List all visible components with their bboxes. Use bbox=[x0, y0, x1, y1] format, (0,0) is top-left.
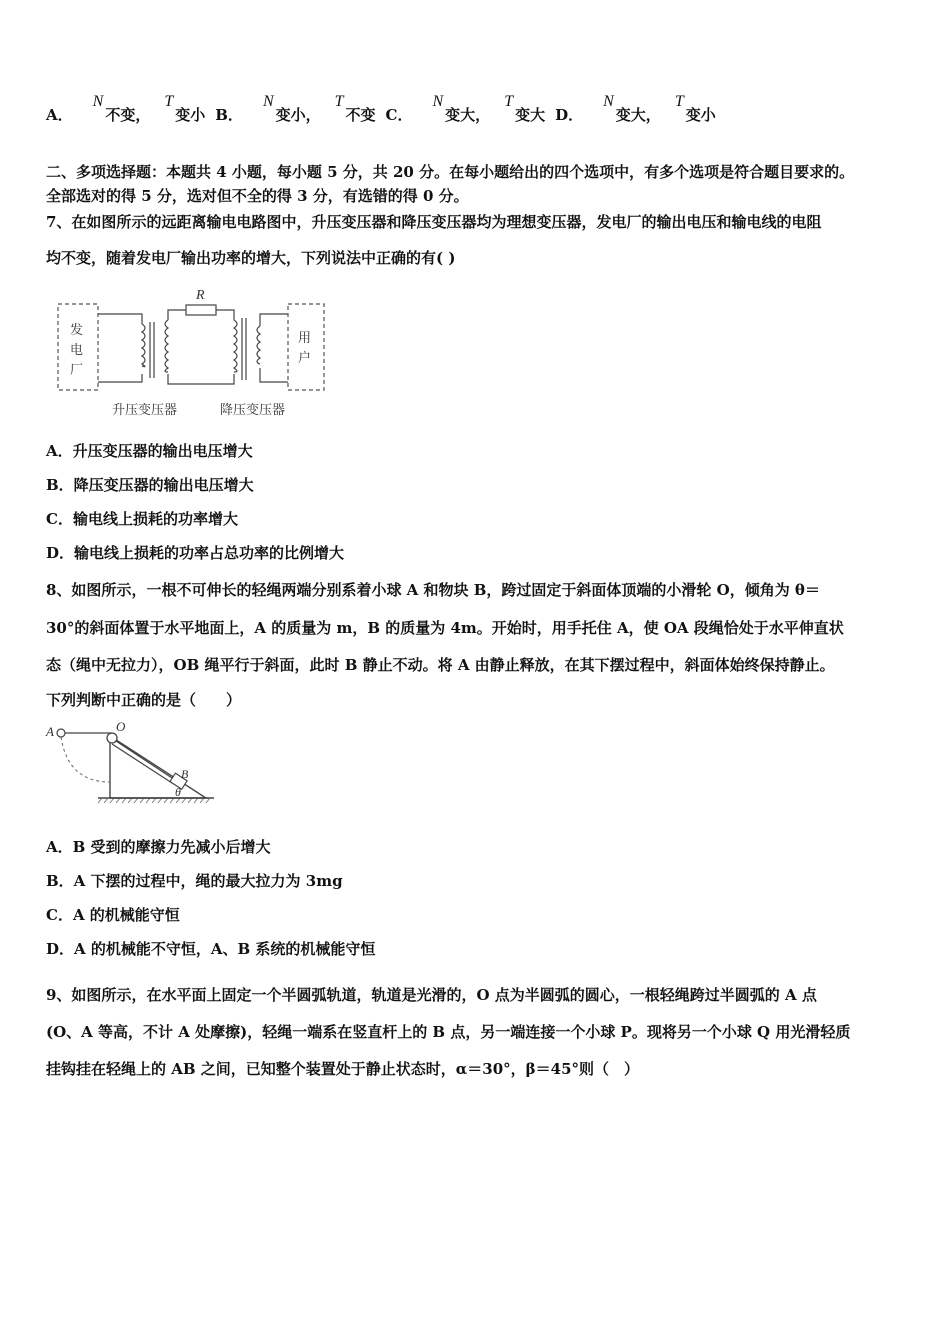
q7-option-b: B．降压变压器的输出电压增大 bbox=[46, 476, 254, 494]
q6-option-d-t-state: 变小 bbox=[685, 106, 716, 124]
q7-stem-line1: 7、在如图所示的远距离输电电路图中，升压变压器和降压变压器均为理想变压器，发电厂的输出电压和输电线的电阻 bbox=[46, 213, 822, 231]
q8-option-d: D．A 的机械能不守恒，A、B 系统的机械能守恒 bbox=[46, 940, 376, 958]
q6-option-b-n-state: 变小， bbox=[275, 106, 321, 124]
q9-stem-line1: 9、如图所示，在水平面上固定一个半圆弧轨道，轨道是光滑的，O 点为半圆弧的圆心，一根轻绳跨过半圆弧的 A 点 bbox=[46, 986, 817, 1004]
user-box bbox=[288, 304, 324, 390]
n-symbol: N bbox=[603, 93, 614, 110]
resistor bbox=[186, 305, 216, 315]
q7-option-c: C．输电线上损耗的功率增大 bbox=[46, 510, 238, 528]
q7-option-d: D．输电线上损耗的功率占总功率的比例增大 bbox=[46, 544, 345, 562]
q6-option-d-n-state: 变大， bbox=[615, 106, 661, 124]
q6-option-a-n-state: 不变， bbox=[105, 106, 151, 124]
q8-stem-line2: 30°的斜面体置于水平地面上，A 的质量为 m，B 的质量为 4m。开始时，用手托住 A，使 OA 段绳恰处于水平伸直状 bbox=[46, 619, 844, 637]
q8-stem-line3: 态（绳中无拉力），OB 绳平行于斜面，此时 B 静止不动。将 A 由静止释放，在其下摆过程中，斜面体始终保持静止。 bbox=[46, 656, 835, 674]
q6-option-c-n-state: 变大， bbox=[445, 106, 491, 124]
t-symbol: T bbox=[674, 93, 684, 110]
t-symbol: T bbox=[504, 93, 514, 110]
q6-option-b-t-state: 不变 bbox=[345, 106, 376, 124]
q6-option-c-t-state: 变大 bbox=[515, 106, 546, 124]
q6-option-d-label: D． bbox=[555, 106, 584, 124]
section2-header-line2: 全部选对的得 5 分，选对但不全的得 3 分，有选错的得 0 分。 bbox=[46, 187, 469, 205]
q9-stem-line3: 挂钩挂在轻绳上的 AB 之间，已知整个装置处于静止状态时，α＝30°，β＝45°则（ ） bbox=[46, 1060, 640, 1078]
plant-char-1: 发 bbox=[70, 323, 84, 338]
q8-option-b: B．A 下摆的过程中，绳的最大拉力为 3mg bbox=[46, 872, 343, 890]
user-char-1: 用 bbox=[298, 331, 312, 346]
q8-stem-line4: 下列判断中正确的是（ ） bbox=[46, 691, 242, 709]
label-b: B bbox=[181, 767, 189, 781]
step-up-caption: 升压变压器 bbox=[112, 403, 178, 418]
n-symbol: N bbox=[92, 93, 104, 110]
q8-option-a: A．B 受到的摩擦力先减小后增大 bbox=[46, 838, 271, 856]
plant-char-2: 电 bbox=[70, 343, 84, 358]
ball-a-icon bbox=[57, 729, 65, 737]
label-a: A bbox=[46, 724, 54, 739]
step-down-caption: 降压变压器 bbox=[220, 403, 286, 418]
plant-char-3: 厂 bbox=[70, 363, 84, 378]
q6-option-a-label: A． bbox=[46, 106, 73, 124]
q7-stem-line2: 均不变，随着发电厂输出功率的增大，下列说法中正确的有( ) bbox=[46, 249, 456, 267]
n-symbol: N bbox=[432, 93, 444, 110]
t-symbol: T bbox=[164, 93, 174, 110]
q6-option-a-t-state: 变小 bbox=[175, 106, 206, 124]
t-symbol: T bbox=[334, 93, 344, 110]
label-o: O bbox=[116, 722, 126, 734]
resistor-label: R bbox=[196, 288, 205, 303]
pulley-icon bbox=[107, 733, 117, 743]
q6-option-c-label: C． bbox=[385, 106, 413, 124]
q8-option-c: C．A 的机械能守恒 bbox=[46, 906, 180, 924]
section2-header-line1: 二、多项选择题：本题共 4 小题，每小题 5 分，共 20 分。在每小题给出的四个选项中，有多个选项是符合题目要求的。 bbox=[46, 163, 855, 181]
user-char-2: 户 bbox=[298, 351, 312, 366]
transmission-circuit-figure bbox=[50, 282, 330, 422]
incline-pulley-figure bbox=[44, 722, 224, 806]
q6-option-b-label: B． bbox=[215, 106, 243, 124]
q7-option-a: A．升压变压器的输出电压增大 bbox=[46, 442, 253, 460]
q9-stem-line2: (O、A 等高，不计 A 处摩擦)，轻绳一端系在竖直杆上的 B 点，另一端连接一个小球 P。现将另一个小球 Q 用光滑轻质 bbox=[46, 1023, 851, 1041]
q8-stem-line1: 8、如图所示，一根不可伸长的轻绳两端分别系着小球 A 和物块 B，跨过固定于斜面体顶端的小滑轮 O，倾角为 θ＝ bbox=[46, 581, 820, 599]
q6-options-row bbox=[46, 93, 716, 144]
label-theta: θ bbox=[175, 785, 181, 799]
n-symbol: N bbox=[262, 93, 274, 110]
